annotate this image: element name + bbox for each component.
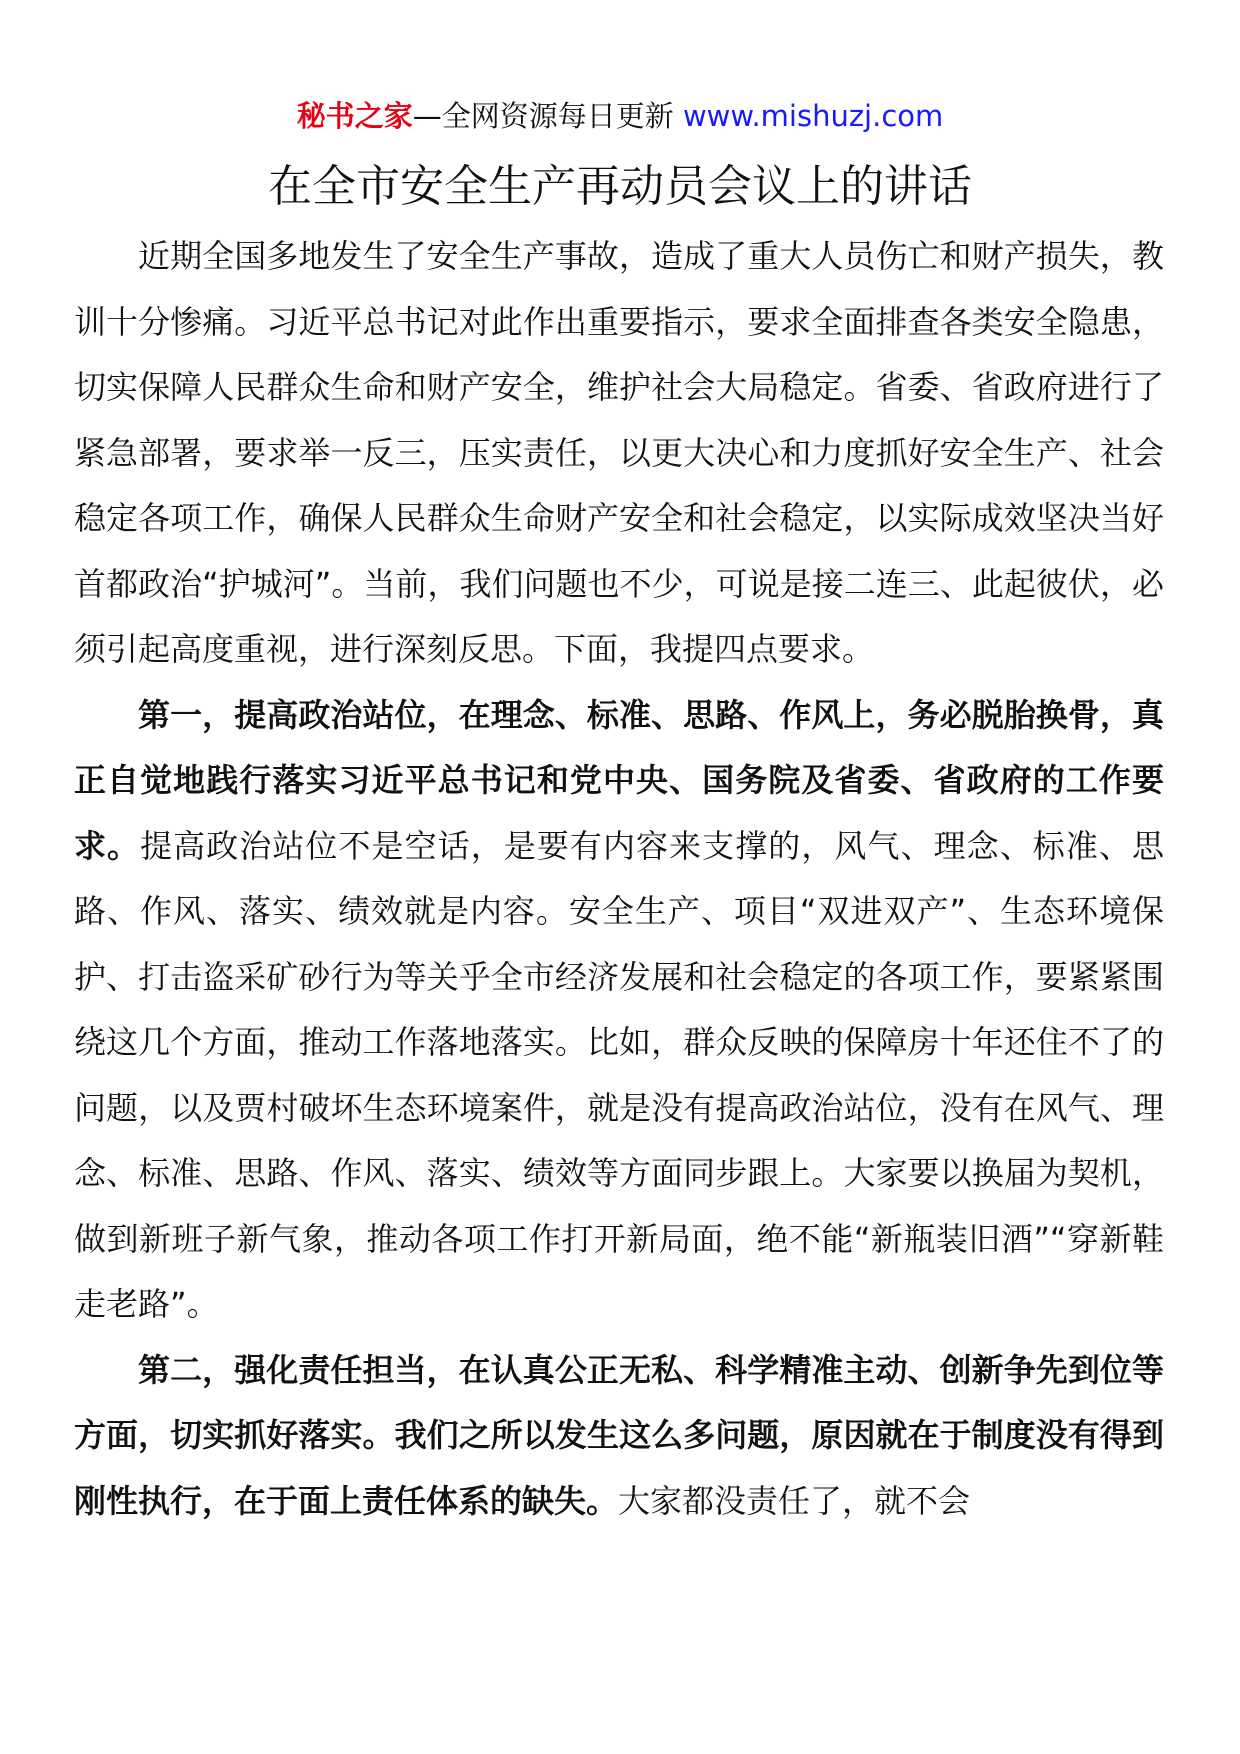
- paragraph-text: 大家都没责任了，就不会: [618, 1481, 971, 1520]
- site-url[interactable]: www.mishuzj.com: [682, 99, 944, 133]
- site-header: [0, 96, 1240, 136]
- brand-name: 秘书之家: [296, 99, 413, 133]
- paragraph-text: 提高政治站位不是空话，是要有内容来支撑的，风气、理念、标准、思路、作风、落实、绩效就是内容。安全生产、项目“双进双产”、生态环境保护、打击盗采矿砂行为等关乎全市经济发展和社会稳定的各项工作，要紧紧围绕这几个方面，推动工作落地落实。比如，群众反映的保障房十年还住不了的问题，以及贾村破坏生态环境案件，就是没有提高政治站位，没有在风气、理念、标准、思路、作风、落实、绩效等方面同步跟上。大家要以换届为契机，做到新班子新气象，推动各项工作打开新局面，绝不能“新瓶装旧酒”“穿新鞋走老路”。: [74, 826, 1164, 1323]
- document-title: 在全市安全生产再动员会议上的讲话: [268, 161, 972, 212]
- paragraph-point-two: [74, 1338, 1164, 1535]
- paragraph-lead: 第一，提高政治站位，在理念、标准、思路、作风上，务必脱胎换骨，真正自觉地践行落实习近平总书记和党中央、国务院及省委、省政府的工作要求。: [74, 695, 1164, 865]
- paragraph-point-one: [74, 683, 1164, 1338]
- paragraph-intro: [74, 224, 1164, 683]
- paragraph-text: 近期全国多地发生了安全生产事故，造成了重大人员伤亡和财产损失，教训十分惨痛。习近平总书记对此作出重要指示，要求全面排查各类安全隐患，切实保障人民群众生命和财产安全，维护社会大局稳定。省委、省政府进行了紧急部署，要求举一反三，压实责任，以更大决心和力度抓好安全生产、社会稳定各项工作，确保人民群众生命财产安全和社会稳定，以实际成效坚决当好首都政治“护城河”。当前，我们问题也不少，可说是接二连三、此起彼伏，必须引起高度重视，进行深刻反思。下面，我提四点要求。: [74, 237, 1164, 668]
- document-body: [74, 224, 1164, 1534]
- header-tagline: —全网资源每日更新: [412, 99, 683, 133]
- paragraph-lead: 第二，强化责任担当，在认真公正无私、科学精准主动、创新争先到位等方面，切实抓好落实。我们之所以发生这么多问题，原因就在于制度没有得到刚性执行，在于面上责任体系的缺失。: [74, 1350, 1164, 1520]
